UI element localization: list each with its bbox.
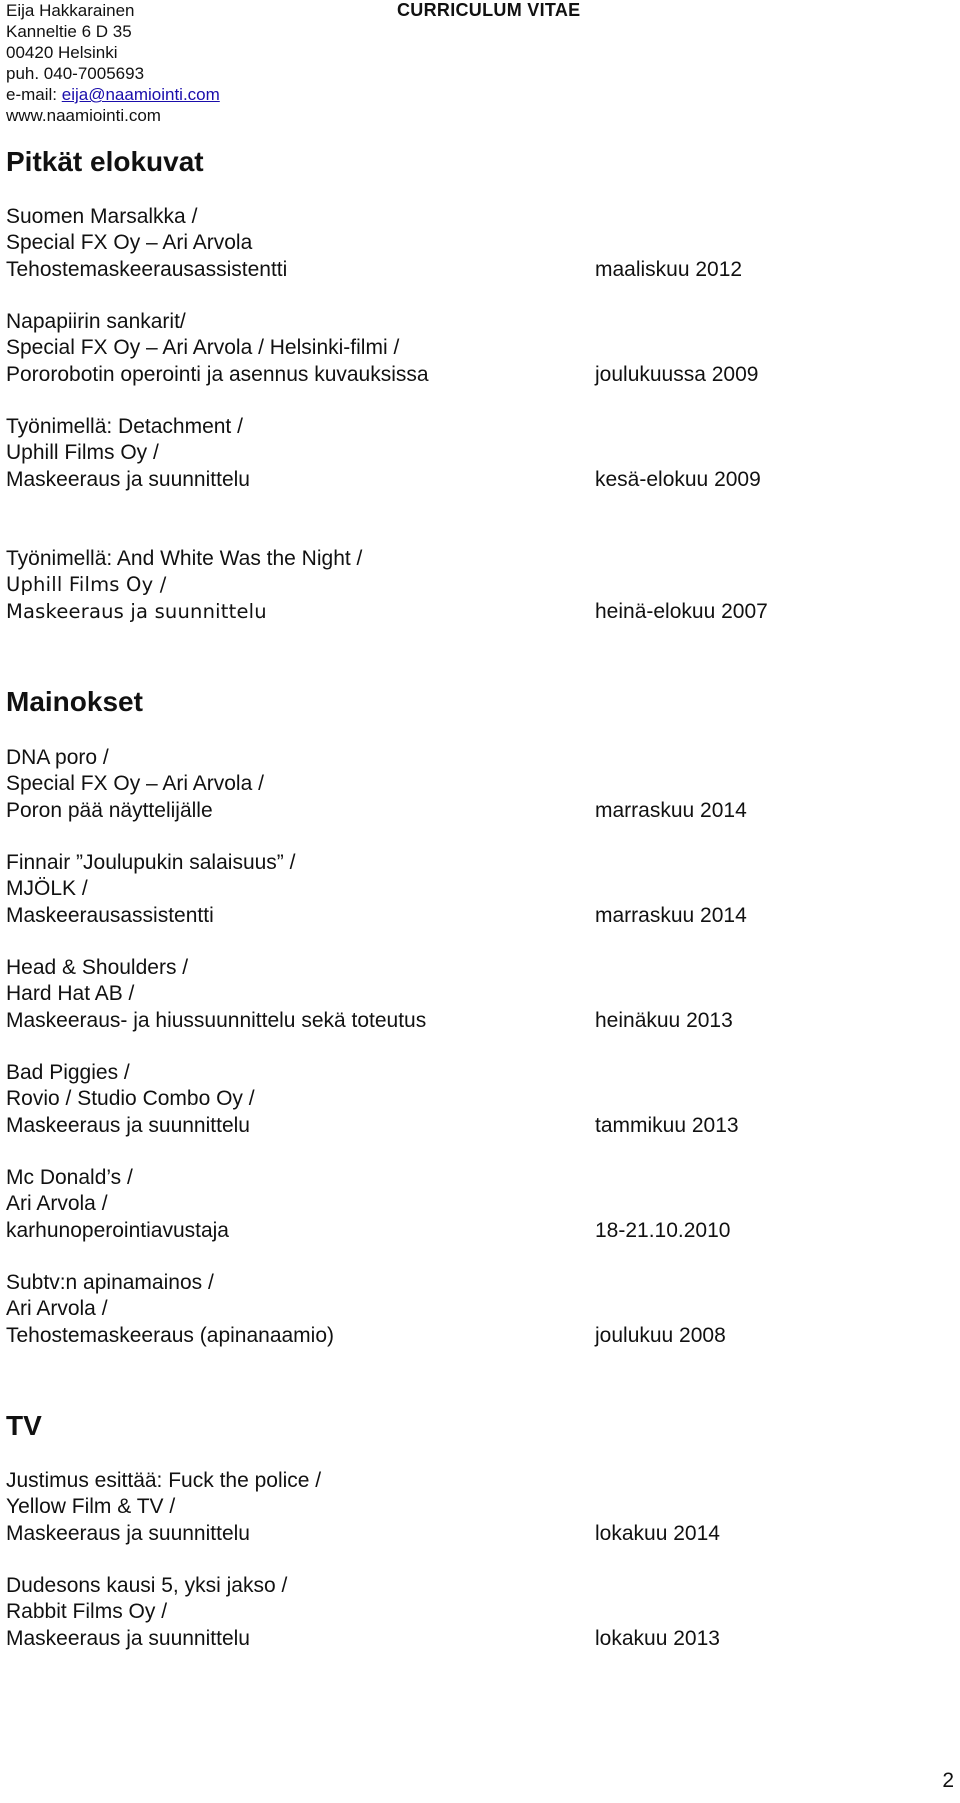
entry-head-shoulders xyxy=(6,955,946,1034)
entry-line: Subtv:n apinamainos / xyxy=(6,1271,214,1294)
entry-date: marraskuu 2014 xyxy=(595,903,747,927)
entry-subtv-apinamainos xyxy=(6,1270,946,1349)
entry-date: marraskuu 2014 xyxy=(595,798,747,822)
entry-line: Ari Arvola / xyxy=(6,1297,108,1321)
entry-role: karhunoperointiavustaja xyxy=(6,1218,229,1242)
entry-date: joulukuussa 2009 xyxy=(595,362,759,386)
section-title-commercials: Mainokset xyxy=(6,686,143,717)
email-link[interactable]: eija@naamiointi.com xyxy=(61,85,220,104)
entry-role: Poron pää näyttelijälle xyxy=(6,798,213,822)
entry-finnair xyxy=(6,850,946,929)
contact-block xyxy=(6,0,220,126)
entry-role: Maskeeraus ja suunnittelu xyxy=(6,467,250,491)
entry-line: Dudesons kausi 5, yksi jakso / xyxy=(6,1574,288,1597)
entry-date: tammikuu 2013 xyxy=(595,1113,739,1137)
entry-date: heinäkuu 2013 xyxy=(595,1008,733,1032)
entry-line: Hard Hat AB / xyxy=(6,982,135,1006)
entry-line: Special FX Oy – Ari Arvola / Helsinki-filmi / xyxy=(6,336,400,360)
document-title: CURRICULUM VITAE xyxy=(397,0,581,20)
contact-name: Eija Hakkarainen xyxy=(6,1,135,20)
entry-detachment xyxy=(6,414,946,493)
contact-address-city: 00420 Helsinki xyxy=(6,43,118,62)
contact-phone: puh. 040-7005693 xyxy=(6,64,145,83)
entry-role: Tehostemaskeerausassistentti xyxy=(6,257,288,281)
entry-role: Maskeeraus ja suunnittelu xyxy=(6,1113,250,1137)
entry-line: DNA poro / xyxy=(6,746,109,769)
entry-role: Tehostemaskeeraus (apinanaamio) xyxy=(6,1323,335,1347)
entry-line: Napapiirin sankarit/ xyxy=(6,310,186,333)
entry-role: Pororobotin operointi ja asennus kuvauksissa xyxy=(6,362,429,386)
entry-role: Maskeeraus ja suunnittelu xyxy=(6,599,267,623)
entry-date: lokakuu 2014 xyxy=(595,1521,720,1545)
section-feature-films xyxy=(6,145,946,179)
contact-address-street: Kanneltie 6 D 35 xyxy=(6,22,132,41)
section-tv xyxy=(6,1409,946,1443)
entry-line: Special FX Oy – Ari Arvola xyxy=(6,231,253,255)
entry-line: Bad Piggies / xyxy=(6,1061,130,1084)
entry-role: Maskeeraus ja suunnittelu xyxy=(6,1626,250,1650)
entry-and-white-was-the-night xyxy=(6,546,946,625)
entry-date: kesä-elokuu 2009 xyxy=(595,467,761,491)
contact-email-row xyxy=(6,84,220,105)
entry-date: maaliskuu 2012 xyxy=(595,257,743,281)
entry-role: Maskeeraus- ja hiussuunnittelu sekä toteutus xyxy=(6,1008,427,1032)
entry-line: Mc Donald’s / xyxy=(6,1166,133,1189)
entry-line: Uphill Films Oy / xyxy=(6,573,167,597)
section-title-tv: TV xyxy=(6,1410,42,1441)
entry-date: heinä-elokuu 2007 xyxy=(595,599,768,623)
entry-line: Suomen Marsalkka / xyxy=(6,205,198,228)
entry-date: 18-21.10.2010 xyxy=(595,1218,731,1242)
entry-suomen-marsalkka xyxy=(6,204,946,283)
entry-line: Työnimellä: Detachment / xyxy=(6,415,243,438)
entry-line: Special FX Oy – Ari Arvola / xyxy=(6,772,264,796)
page-number: 2 xyxy=(942,1769,954,1792)
section-title-feature-films: Pitkät elokuvat xyxy=(6,146,204,177)
section-commercials xyxy=(6,685,946,719)
entry-line: MJÖLK / xyxy=(6,877,88,901)
entry-role: Maskeeraus ja suunnittelu xyxy=(6,1521,250,1545)
entry-mc-donalds xyxy=(6,1165,946,1244)
entry-date: joulukuu 2008 xyxy=(595,1323,726,1347)
entry-line: Head & Shoulders / xyxy=(6,956,189,979)
entry-dudesons xyxy=(6,1573,946,1652)
entry-justimus xyxy=(6,1468,946,1547)
entry-line: Rabbit Films Oy / xyxy=(6,1600,168,1624)
entry-dna-poro xyxy=(6,745,946,824)
entry-line: Yellow Film & TV / xyxy=(6,1495,176,1519)
entry-line: Justimus esittää: Fuck the police / xyxy=(6,1469,322,1492)
entry-date: lokakuu 2013 xyxy=(595,1626,720,1650)
entry-line: Finnair ”Joulupukin salaisuus” / xyxy=(6,851,296,874)
entry-napapiirin-sankarit xyxy=(6,309,946,388)
entry-line: Työnimellä: And White Was the Night / xyxy=(6,547,363,570)
entry-line: Rovio / Studio Combo Oy / xyxy=(6,1087,255,1111)
contact-email-label: e-mail: xyxy=(6,85,62,104)
entry-bad-piggies xyxy=(6,1060,946,1139)
entry-line: Uphill Films Oy / xyxy=(6,441,159,465)
entry-role: Maskeerausassistentti xyxy=(6,903,214,927)
contact-website: www.naamiointi.com xyxy=(6,106,161,125)
entry-line: Ari Arvola / xyxy=(6,1192,108,1216)
